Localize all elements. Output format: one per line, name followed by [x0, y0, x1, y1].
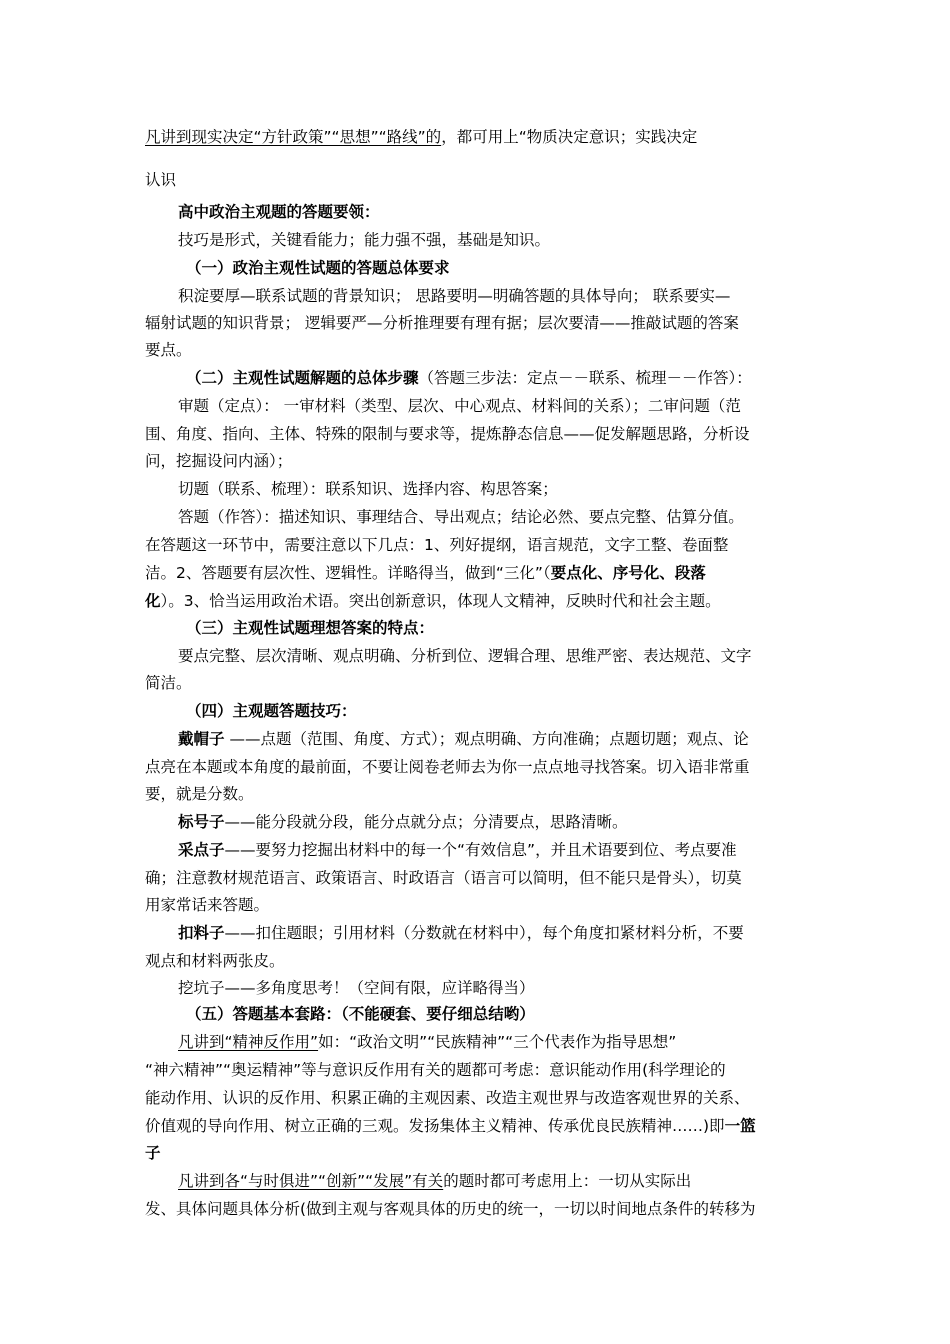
section-2-line-6: 在答题这一环节中，需要注意以下几点：1、列好提纲，语言规范，文字工整、卷面整: [145, 536, 729, 554]
section-2-title-bold: （二）主观性试题解题的总体步骤: [186, 369, 419, 387]
tip-cai-dian-zi: [178, 840, 737, 860]
section-2-line-7: [145, 563, 706, 583]
section-1-title: （一）政治主观性试题的答题总体要求: [186, 259, 450, 277]
underlined-phrase: 凡讲到各“与时俱进”“创新”“发展”有关: [178, 1172, 444, 1190]
tip-kou-liao-zi: [178, 923, 744, 943]
section-1-line-2: 辐射试题的知识背景； 逻辑要严—分析推理要有理有据；层次要清——推敲试题的答案: [145, 314, 739, 332]
tip-biao-hao-zi-label: 标号子: [178, 813, 225, 831]
section-2-line-4: 切题（联系、梳理）：联系知识、选择内容、构思答案；: [178, 480, 558, 498]
tip-cai-dian-zi-line-2: 确；注意教材规范语言、政策语言、时政语言（语言可以简明，但不能只是骨头），切莫: [145, 869, 742, 887]
section-2-line-7-text: 洁。2、答题要有层次性、逻辑性。详略得当，做到“三化”（: [145, 564, 551, 582]
section-heading: 高中政治主观题的答题要领：: [178, 203, 380, 221]
underlined-phrase: 凡讲到现实决定“方针政策”“思想”“路线”的: [145, 128, 442, 146]
section-3-title: （三）主观性试题理想答案的特点：: [186, 619, 435, 637]
tip-cai-dian-zi-line-3: 用家常话来答题。: [145, 896, 270, 914]
section-5-title-main: （五）答题基本套路：: [186, 1005, 342, 1023]
section-4-title: （四）主观题答题技巧：: [186, 702, 357, 720]
section-5-para-1-line-2: “神六精神”“奥运精神”等与意识反作用有关的题都可考虑：意识能动作用(科学理论的: [145, 1061, 726, 1079]
tip-dai-mao-zi: [178, 729, 749, 749]
section-5-para-1-line-1: [178, 1032, 676, 1052]
tip-cai-dian-zi-text: ——要努力挖掘出材料中的每一个“有效信息”，并且术语要到位、考点要准: [224, 841, 737, 859]
section-2-line-5: 答题（作答）：描述知识、事理结合、导出观点；结论必然、要点完整、估算分值。: [178, 508, 744, 526]
section-5-para-2-line-2: 发、具体问题具体分析(做到主观与客观具体的历史的统一，一切以时间地点条件的转移为: [145, 1200, 756, 1218]
tip-cai-dian-zi-label: 采点子: [178, 841, 225, 859]
tip-kou-liao-zi-label: 扣料子: [178, 924, 225, 942]
section-5-para-1-line-4-text: 价值观的导向作用、树立正确的三观。发扬集体主义精神、传承优良民族精神……)即: [145, 1117, 725, 1135]
section-3-line-1: 要点完整、层次清晰、观点明确、分析到位、逻辑合理、思维严密、表达规范、文字: [178, 647, 752, 665]
section-5-title: [186, 1004, 535, 1024]
tip-biao-hao-zi: [178, 812, 628, 832]
lead-paragraph: 技巧是形式，关键看能力；能力强不强，基础是知识。: [178, 231, 551, 249]
tip-dai-mao-zi-line-2: 点亮在本题或本角度的最前面，不要让阅卷老师去为你一点点地寻找答案。切入语非常重: [145, 758, 750, 776]
section-2-line-8-text: ）。3、恰当运用政治术语。突出创新意识，体现人文精神，反映时代和社会主题。: [160, 592, 721, 610]
intro-line-2: 认识: [145, 171, 177, 189]
tip-kou-liao-zi-line-2: 观点和材料两张皮。: [145, 952, 285, 970]
section-2-line-3: 问，挖掘设问内涵）；: [145, 452, 293, 470]
section-1-line-1: 积淀要厚—联系试题的背景知识； 思路要明—明确答题的具体导向； 联系要实—: [178, 287, 731, 305]
section-2-line-2: 围、角度、指向、主体、特殊的限制与要求等，提炼静态信息——促发解题思路，分析设: [145, 425, 750, 443]
section-2-title-rest: （答题三步法：定点－－联系、梳理－－作答）：: [418, 369, 752, 387]
tip-biao-hao-zi-text: ——能分段就分段，能分点就分点；分清要点，思路清晰。: [224, 813, 628, 831]
tip-wa-keng-zi: 挖坑子——多角度思考！（空间有限，应详略得当）: [178, 979, 535, 997]
intro-text: ，都可用上“物质决定意识；实践决定: [441, 128, 698, 146]
section-5-para-1-text: 如：“政治文明”“民族精神”“三个代表作为指导思想”: [318, 1033, 677, 1051]
section-5-para-1-line-3: 能动作用、认识的反作用、积累正确的主观因素、改造主观世界与改造客观世界的关系、: [145, 1089, 750, 1107]
section-2-line-8-bold: 化: [145, 592, 161, 610]
section-2-line-7-bold: 要点化、序号化、段落: [550, 564, 706, 582]
intro-line-1: [145, 127, 697, 147]
section-5-para-1-line-4-bold: 一篮: [724, 1117, 756, 1135]
underlined-phrase: 凡讲到“精神反作用”: [178, 1033, 319, 1051]
tip-dai-mao-zi-text: ——点题（范围、角度、方式）；观点明确、方向准确；点题切题；观点、论: [224, 730, 749, 748]
section-5-para-2-line-1: [178, 1171, 691, 1191]
section-1-line-3: 要点。: [145, 341, 192, 359]
tip-dai-mao-zi-line-3: 要，就是分数。: [145, 785, 254, 803]
section-2-line-8: [145, 591, 721, 611]
section-5-para-1-line-4: [145, 1116, 756, 1136]
section-5-para-2-text: 的题时都可考虑用上：一切从实际出: [443, 1172, 692, 1190]
section-5-para-1-line-5: 子: [145, 1144, 161, 1162]
tip-kou-liao-zi-text: ——扣住题眼；引用材料（分数就在材料中），每个角度扣紧材料分析，不要: [224, 924, 744, 942]
section-2-title: [186, 368, 752, 388]
tip-dai-mao-zi-label: 戴帽子: [178, 730, 225, 748]
section-2-line-1: 审题（定点）： 一审材料（类型、层次、中心观点、材料间的关系）；二审问题（范: [178, 397, 741, 415]
section-3-line-2: 简洁。: [145, 674, 192, 692]
section-5-title-note: （不能硬套、要仔细总结哟）: [341, 1005, 535, 1023]
